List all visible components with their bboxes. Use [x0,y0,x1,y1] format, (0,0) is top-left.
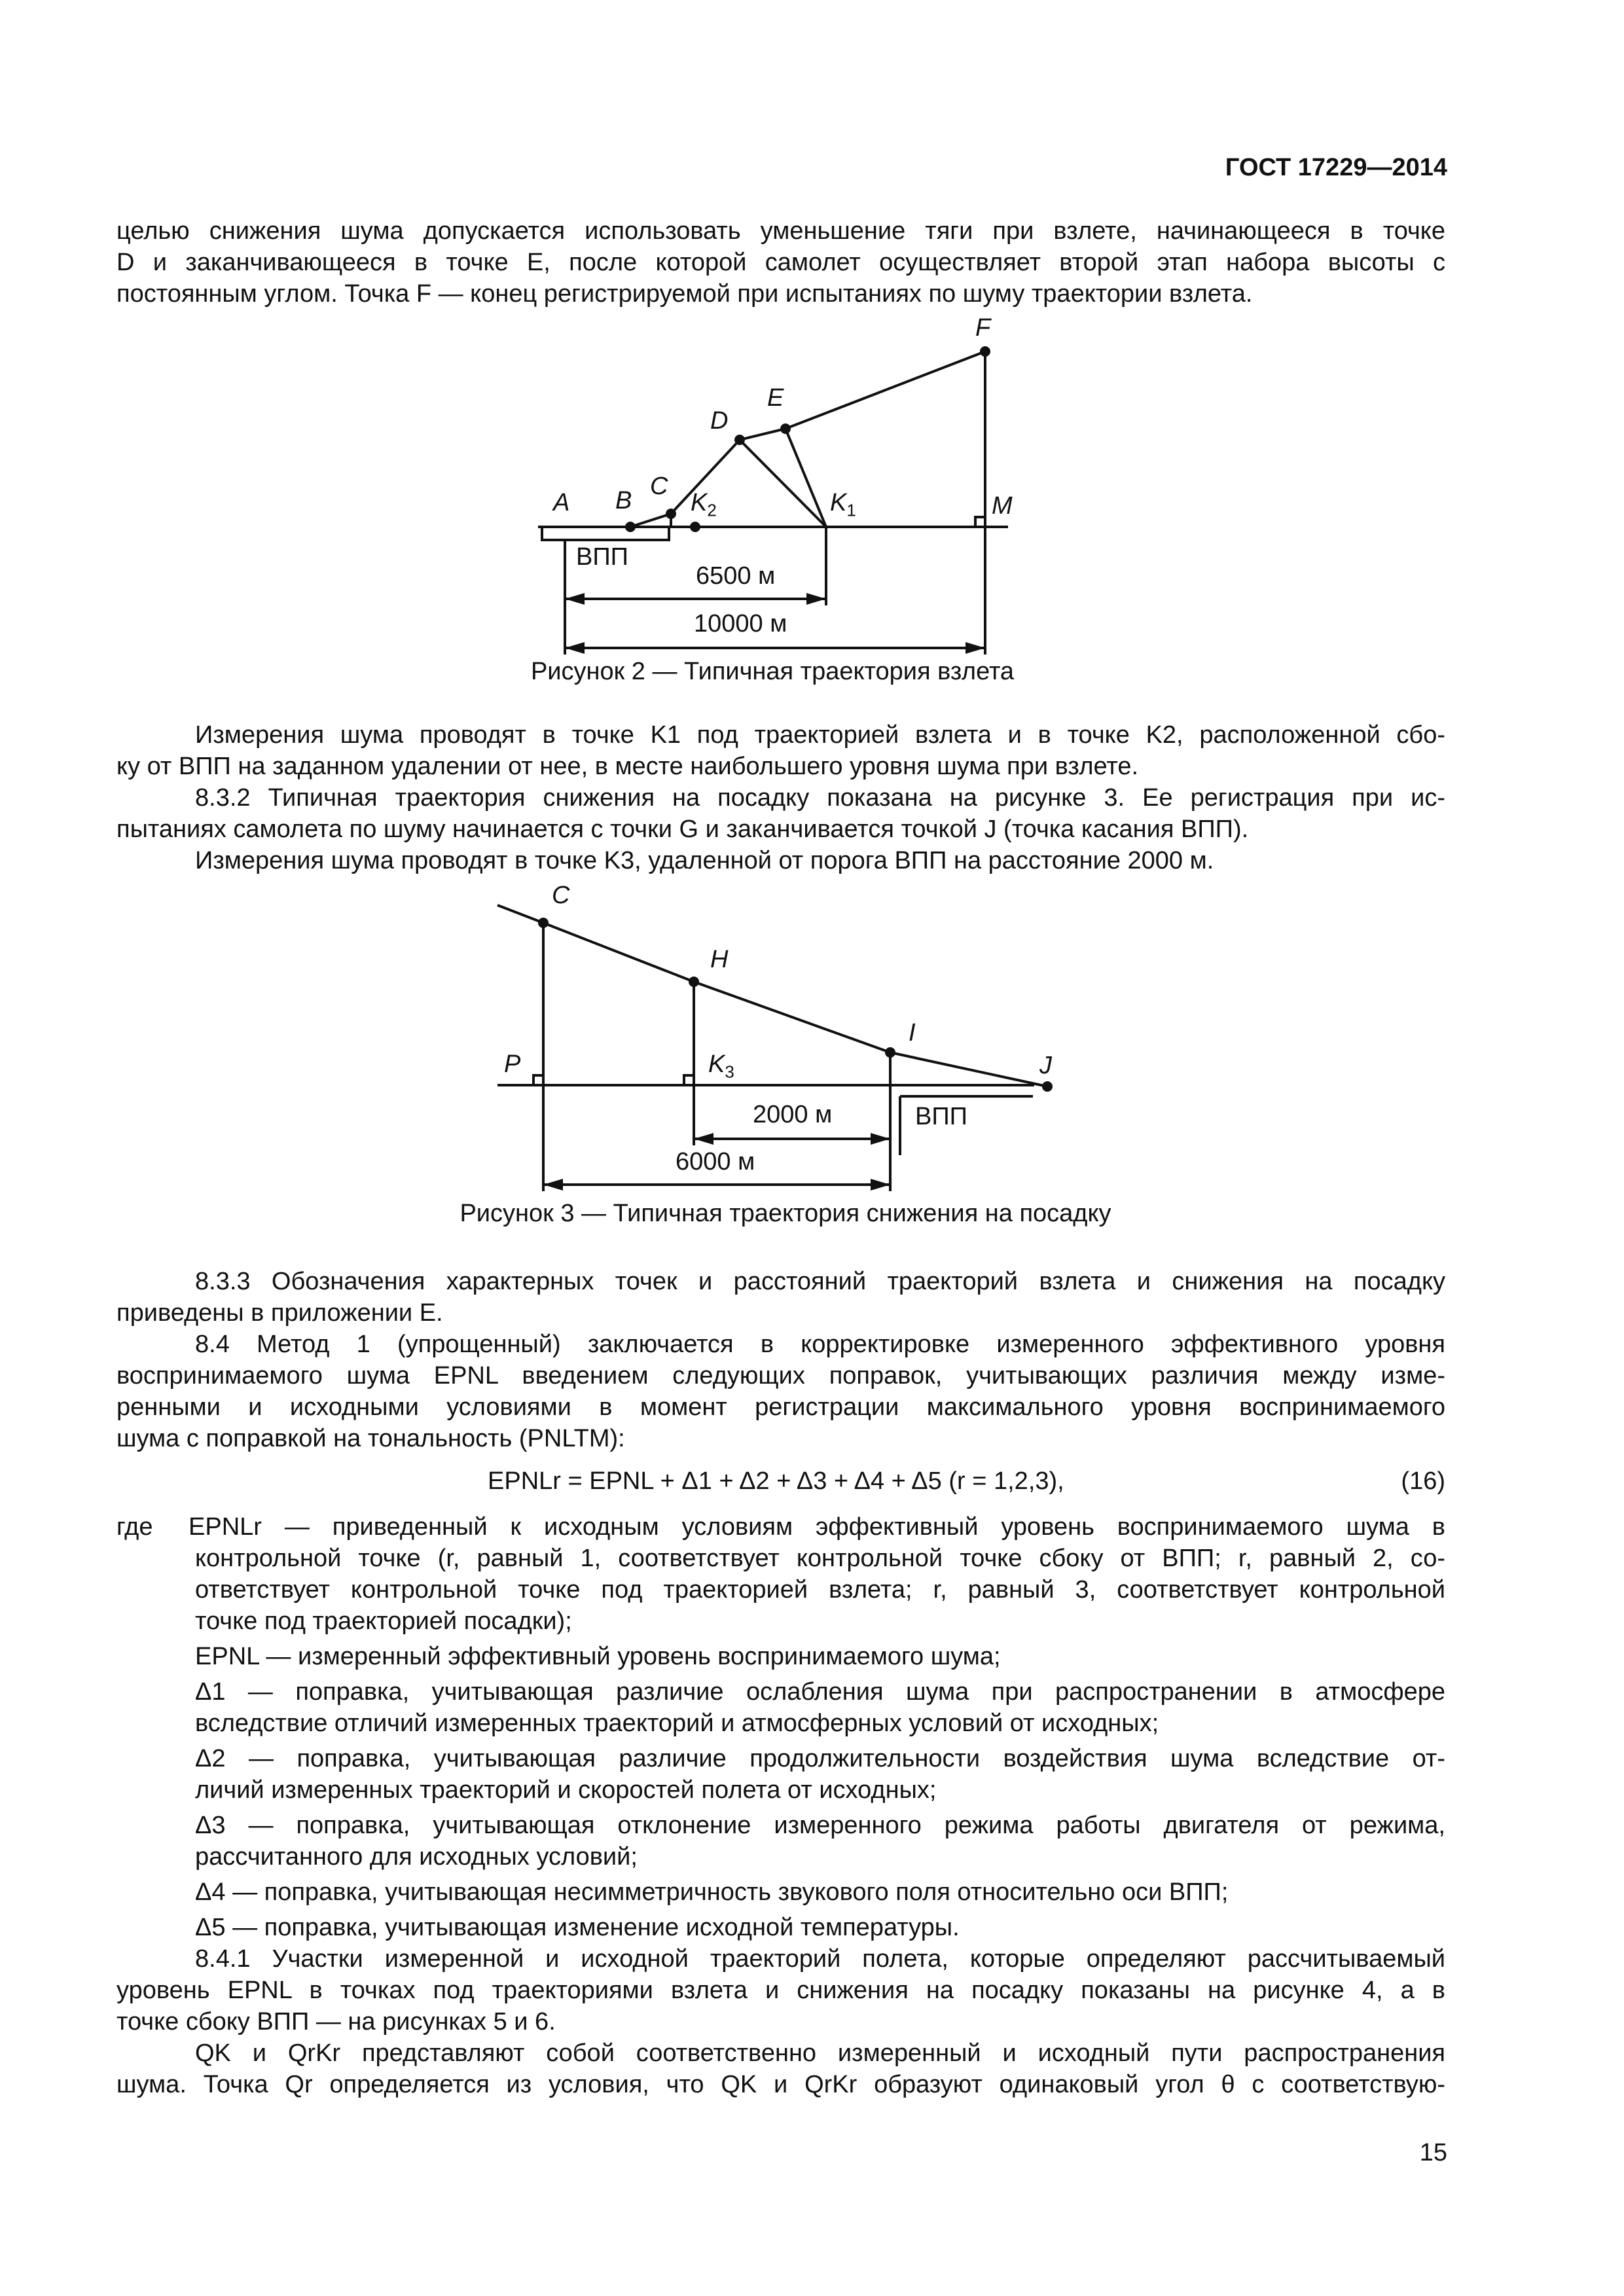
fig2-label-k2: $K_2$ [691,489,717,520]
fig2-runway-label: ВПП [576,543,628,571]
fig3-label-c: C [552,882,570,909]
def-d2-line-2: личий измеренных траекторий и скоростей полета от исходных; [195,1776,937,1804]
para-k3: Измерения шума проводят в точке K3, удаленной от порога ВПП на расстояние 2000 м. [195,847,1214,874]
intro-line-1: целью снижения шума допускается использовать уменьшение тяги при взлете, начинающееся в точке [117,217,1445,245]
def-d1-line-1: Δ1 — поправка, учитывающая различие ослабления шума при распространении в атмосфере [195,1678,1445,1706]
where-word: где [117,1513,153,1541]
def-epnlr-line-3: ответствует контрольной точке под траекторией взлета; r, равный 3, соответствует контрольной [195,1576,1445,1604]
fig2-takeoff-path [630,351,985,527]
fig2-e-k1-line [785,429,826,527]
figure-2-takeoff-path [0,0,1624,720]
fig3-label-i: I [909,1019,916,1047]
def-d5: Δ5 — поправка, учитывающая изменение исходной температуры. [195,1914,960,1941]
formula-16: EPNLr = EPNL + Δ1 + Δ2 + Δ3 + Δ4 + Δ5 (r = 1,2,3), [488,1467,1064,1495]
fig3-runway-label: ВПП [915,1103,967,1130]
para-k1-line-2: ку от ВПП на заданном удалении от нее, в месте наибольшего уровня шума при взлете. [117,753,1139,780]
def-epnlr-line-4: точке под траекторией посадки); [195,1607,572,1635]
figure-2-caption: Рисунок 2 — Типичная траектория взлета [530,658,1015,685]
para-84-line-2: воспринимаемого шума EPNL введением следующих поправок, учитывающих различия между изме- [117,1362,1445,1390]
para-qk-line-2: шума. Точка Qr определяется из условия, что QK и QrKr образуют одинаковый угол θ с соответствую- [117,2071,1445,2098]
fig2-label-f: F [975,314,991,342]
def-epnlr-line-2: контрольной точке (r, равный 1, соответствует контрольной точке сбоку от ВПП; r, равный 2, со- [195,1545,1445,1572]
fig3-dist-2000: 2000 м [753,1101,833,1128]
para-k1-line-1: Измерения шума проводят в точке K1 под траекторией взлета и в точке K2, расположенной сбо- [195,721,1445,749]
para-841-line-2: уровень EPNL в точках под траекториями взлета и снижения на посадку показаны на рисунке 4, а в [117,1977,1445,2004]
para-84-line-4: шума с поправкой на тональность (PNLTM): [117,1425,625,1452]
para-841-line-3: точке сбоку ВПП — на рисунках 5 и 6. [117,2008,556,2036]
def-epnlr-line-1: EPNLr — приведенный к исходным условиям эффективный уровень воспринимаемого шума в [189,1513,1445,1541]
para-qk-line-1: QK и QrKr представляют собой соответственно измеренный и исходный пути распространения [195,2039,1445,2067]
intro-line-2: D и заканчивающееся в точке E, после которой самолет осуществляет второй этап набора высоты с [117,249,1445,276]
fig2-label-m: M [992,492,1013,520]
para-833-line-1: 8.3.3 Обозначения характерных точек и расстояний траекторий взлета и снижения на посадку [195,1268,1445,1295]
fig2-dist-10000: 10000 м [694,610,787,637]
para-832-line-2: пытаниях самолета по шуму начинается с точки G и заканчивается точкой J (точка касания ВПП). [117,816,1249,843]
para-841-line-1: 8.4.1 Участки измеренной и исходной траекторий полета, которые определяют рассчитываемый [195,1945,1445,1973]
para-84-line-1: 8.4 Метод 1 (упрощенный) заключается в корректировке измеренного эффективного уровня [195,1331,1445,1358]
fig2-label-d: D [710,407,729,435]
def-epnl: EPNL — измеренный эффективный уровень воспринимаемого шума; [195,1643,1001,1670]
def-d4: Δ4 — поправка, учитывающая несимметричность звукового поля относительно оси ВПП; [195,1878,1229,1906]
fig2-runway-rect [542,527,669,540]
page-number: 15 [1419,2139,1447,2166]
def-d3-line-2: рассчитанного для исходных условий; [195,1843,638,1871]
figure-3-approach-path [0,870,1624,1237]
para-84-line-3: ренными и исходными условиями в момент регистрации максимального уровня воспринимаемого [117,1393,1445,1421]
fig2-label-e: E [767,384,784,412]
intro-line-3: постоянным углом. Точка F — конец регистрируемой при испытаниях по шуму траектории взлета. [117,280,1253,308]
figure-3-caption: Рисунок 3 — Типичная траектория снижения на посадку [460,1200,1111,1227]
para-832-line-1: 8.3.2 Типичная траектория снижения на посадку показана на рисунке 3. Ее регистрация при ис- [195,784,1445,812]
fig2-label-c: C [650,473,668,500]
fig2-label-b: B [615,487,632,514]
def-d1-line-2: вследствие отличий измеренных траекторий и атмосферных условий от исходных; [195,1710,1159,1737]
fig3-label-k3: $K_3$ [708,1050,734,1082]
fig3-label-h: H [710,946,729,973]
fig2-label-k1: $K_1$ [830,489,856,520]
fig2-d-k1-line [740,440,826,527]
formula-number: (16) [1401,1467,1445,1495]
fig2-label-a: A [553,489,570,516]
document-header: ГОСТ 17229—2014 [1225,154,1447,181]
fig2-dist-6500: 6500 м [696,562,776,590]
fig3-label-p: P [504,1050,521,1078]
para-833-line-2: приведены в приложении Е. [117,1299,443,1327]
fig3-dist-6000: 6000 м [676,1148,755,1175]
fig3-label-j: J [1039,1052,1052,1079]
fig3-approach-path [497,905,1047,1086]
def-d3-line-1: Δ3 — поправка, учитывающая отклонение измеренного режима работы двигателя от режима, [195,1812,1445,1839]
def-d2-line-1: Δ2 — поправка, учитывающая различие продолжительности воздействия шума вследствие от- [195,1745,1445,1772]
